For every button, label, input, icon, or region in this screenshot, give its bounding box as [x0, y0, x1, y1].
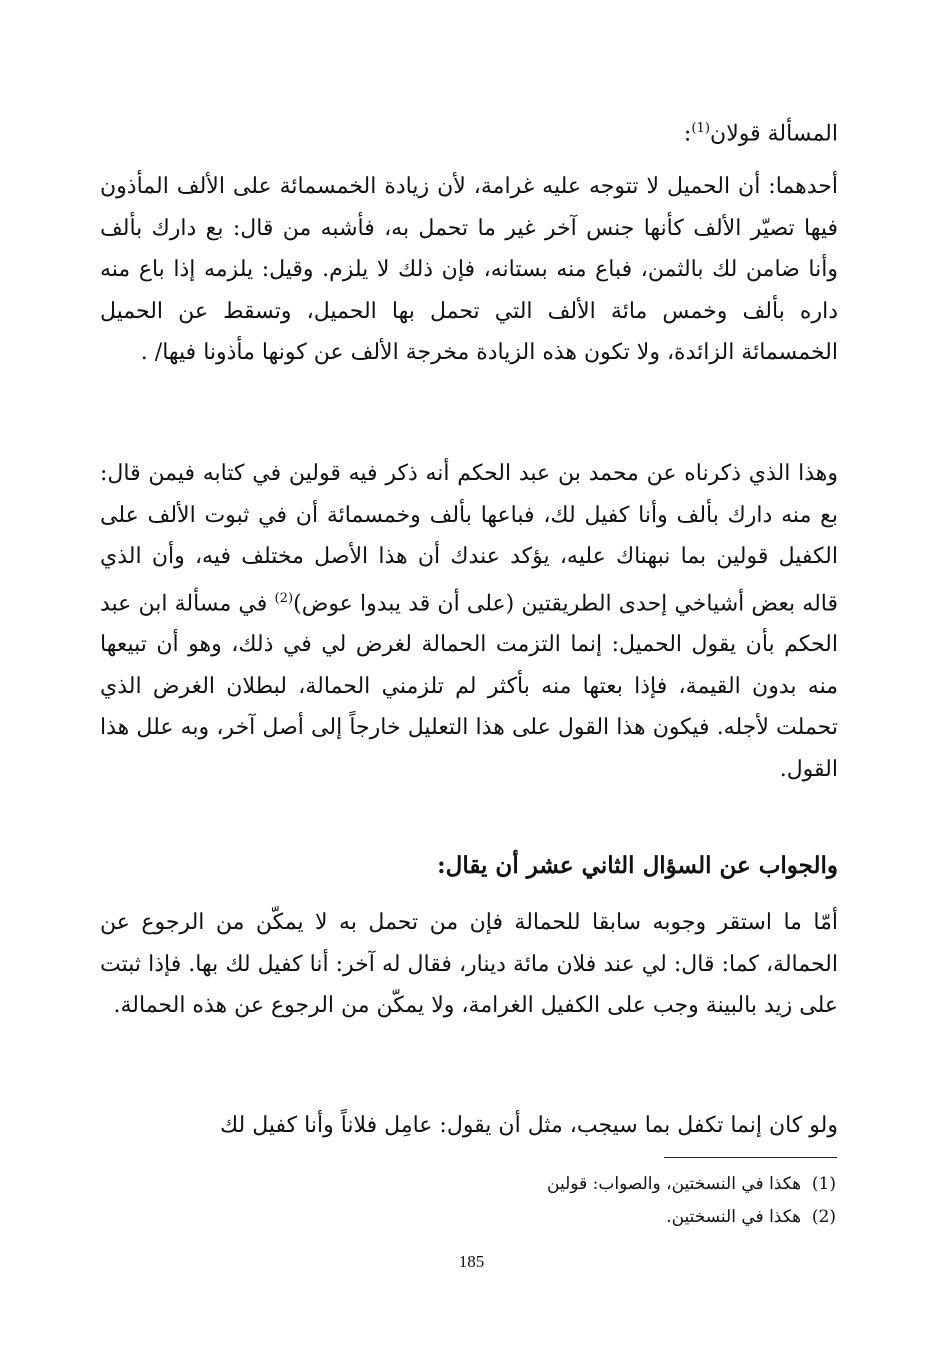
paragraph-2 — [100, 453, 838, 790]
paragraph-1-text: أحدهما: أن الحميل لا تتوجه عليه غرامة، لأن زيادة الخمسمائة على الألف المأذون فيها تصيّر الألف كأنها جنس آخر غير ما تحمل به، فأشبه من قال: بع دارك بألف وأنا ضامن لك بالثمن، فباع منه بستانه، فإن ذلك لا يلزم. وقيل: يلزمه إذا باع منه داره بألف وخمس مائة الألف التي تحمل بها الحميل، وتسقط عن الحميل الخمسمائة الزائدة، ولا تكون هذه الزيادة مخرجة الألف عن كونها مأذونا فيها/ . — [100, 174, 838, 365]
paragraph-2-text-b: في مسألة ابن عبد الحكم بأن يقول الحميل: إنما التزمت الحمالة لغرض لي في ذلك، وهو أن تبيعها منه بدون القيمة، فإذا بعتها منه بأكثر لم تلزمني الحمالة، لبطلان الغرض الذي تحملت لأجله. فيكون هذا القول على هذا التعليل خارجاً إلى أصل آخر، وبه علل هذا القول. — [100, 590, 838, 782]
intro-colon: : — [683, 121, 692, 147]
footnote-ref-2[interactable]: (2) — [274, 590, 294, 606]
paragraph-3 — [100, 902, 838, 1027]
intro-text: المسألة قولان — [710, 121, 838, 147]
footnote-2-number: (2) — [811, 1207, 836, 1227]
section-heading: والجواب عن السؤال الثاني عشر أن يقال: — [437, 852, 838, 879]
footnote-2 — [100, 1201, 836, 1234]
footnote-ref-1[interactable]: (1) — [691, 121, 711, 136]
footnote-2-text: هكذا في النسختين. — [666, 1207, 802, 1227]
intro-line — [100, 108, 838, 155]
footnote-1 — [100, 1168, 836, 1201]
footnotes — [100, 1168, 836, 1234]
page-number: 185 — [458, 1252, 485, 1271]
paragraph-4 — [100, 1105, 838, 1147]
paragraph-4-text: ولو كان إنما تكفل بما سيجب، مثل أن يقول: عامِل فلاناً وأنا كفيل لك — [220, 1113, 838, 1138]
paragraph-2-text-a: وهذا الذي ذكرناه عن محمد بن عبد الحكم أنه ذكر فيه قولين في كتابه فيمن قال: بع منه دارك بألف وأنا كفيل لك، فباعها بألف وخمسمائة أن في ثبوت الألف على الكفيل قولين بما نبهناك عليه، يؤكد عندك أن هذا الأصل مختلف فيه، وأن الذي قاله بعض أشياخي إحدى الطريقتين (على أن قد يبدوا عوض) — [100, 461, 839, 616]
footnote-divider — [664, 1157, 837, 1158]
footnote-1-number: (1) — [811, 1174, 836, 1194]
footnote-1-text: هكذا في النسختين، والصواب: قولين — [547, 1174, 802, 1194]
paragraph-3-text: أمّا ما استقر وجوبه سابقا للحمالة فإن من تحمل به لا يمكّن من الرجوع عن الحمالة، كما: قال: لي عند فلان مائة دينار، فقال له آخر: أنا كفيل لك بها. فإذا ثبتت على زيد بالبينة وجب على الكفيل الغرامة، ولا يمكّن من الرجوع عن هذه الحمالة. — [100, 910, 838, 1018]
paragraph-1 — [100, 166, 838, 374]
